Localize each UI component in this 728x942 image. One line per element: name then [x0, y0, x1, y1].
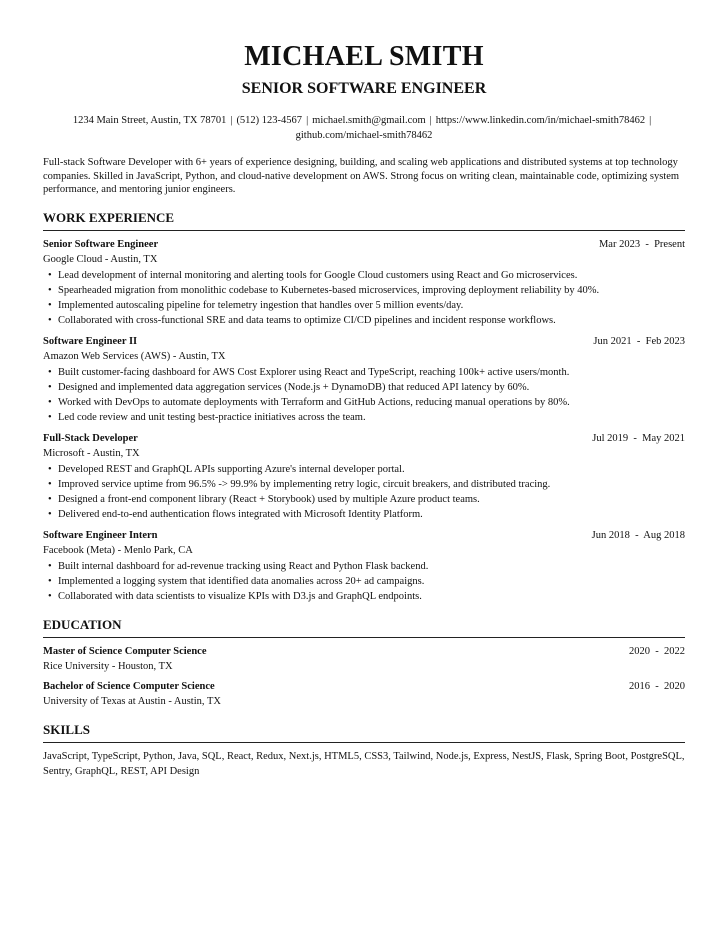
job-dates: Mar 2023 - Present — [598, 238, 685, 250]
degree-title: Master of Science Computer Science — [43, 645, 207, 657]
bullet-item: • Implemented autoscaling pipeline for telemetry ingestion that handles over 5 million events/day. — [43, 298, 685, 313]
contact-github[interactable]: github.com/michael-smith78462 — [295, 130, 433, 141]
job-bullets — [43, 268, 685, 328]
bullet-item: • Led code review and unit testing best-practice initiatives across the team. — [43, 410, 685, 425]
professional-summary: Full-stack Software Developer with 6+ years of experience designing, building, and scaling web applications and distributed systems at top technology companies. Skilled in JavaScript, Python, and cloud-native development on AWS. Strong focus on writing clean, maintainable code, optimizing system performance, and mentoring junior engineers. — [43, 157, 680, 195]
work-entry-header — [43, 334, 685, 349]
job-company: Microsoft - Austin, TX — [43, 447, 140, 459]
bullet-item: • Delivered end-to-end authentication flows integrated with Microsoft Identity Platform. — [43, 507, 685, 522]
education-entry-header — [43, 679, 685, 694]
work-entry — [43, 334, 685, 425]
education-section — [43, 617, 685, 709]
job-dates: Jun 2018 - Aug 2018 — [591, 529, 685, 541]
job-bullets — [43, 462, 685, 522]
bullet-item: • Worked with DevOps to automate deployments with Terraform and GitHub Actions, reducing manual operations by 80%. — [43, 395, 685, 410]
job-title: Full-Stack Developer — [43, 432, 138, 444]
work-entry-header — [43, 431, 685, 446]
work-entry — [43, 237, 685, 328]
school-name: Rice University - Houston, TX — [43, 660, 173, 672]
contact-separator: | — [429, 115, 432, 126]
section-title-work: WORK EXPERIENCE — [43, 210, 685, 231]
skills-list: JavaScript, TypeScript, Python, Java, SQL, React, Redux, Next.js, HTML5, CSS3, Tailwind, Node.js, Express, NestJS, Flask, Spring Boot, PostgreSQL, Sentry, GraphQL, REST, API Design — [43, 750, 685, 777]
degree-title: Bachelor of Science Computer Science — [43, 680, 215, 692]
bullet-item: • Built internal dashboard for ad-revenue tracking using React and Python Flask backend. — [43, 559, 685, 574]
section-title-skills: SKILLS — [43, 722, 685, 743]
bullet-item: • Implemented a logging system that identified data anomalies across 20+ ad campaigns. — [43, 574, 685, 589]
school-name: University of Texas at Austin - Austin, TX — [43, 695, 221, 707]
section-title-education: EDUCATION — [43, 617, 685, 638]
job-bullets — [43, 559, 685, 604]
bullet-item: • Lead development of internal monitoring and alerting tools for Google Cloud customers using React and Go microservices. — [43, 268, 685, 283]
work-entry-header — [43, 237, 685, 252]
job-title: Software Engineer Intern — [43, 529, 158, 541]
skills-section — [43, 722, 685, 779]
education-entry — [43, 679, 685, 709]
bullet-item: • Spearheaded migration from monolithic codebase to Kubernetes-based microservices, improving deployment reliability by 40%. — [43, 283, 685, 298]
bullet-item: • Designed and implemented data aggregation services (Node.js + DynamoDB) that reduced API latency by 60%. — [43, 380, 685, 395]
bullet-item: • Built customer-facing dashboard for AWS Cost Explorer using React and TypeScript, reaching 100k+ active users/month. — [43, 365, 685, 380]
contact-separator: | — [649, 115, 652, 126]
job-title: Senior Software Engineer — [43, 238, 159, 250]
job-title: Software Engineer II — [43, 335, 138, 347]
contact-address: 1234 Main Street, Austin, TX 78701 — [72, 115, 227, 126]
candidate-name: MICHAEL SMITH — [244, 41, 484, 72]
bullet-item: • Collaborated with cross-functional SRE and data teams to optimize CI/CD pipelines and incident response workflows. — [43, 313, 685, 328]
bullet-item: • Collaborated with data scientists to visualize KPIs with D3.js and GraphQL endpoints. — [43, 589, 685, 604]
job-company: Amazon Web Services (AWS) - Austin, TX — [43, 350, 226, 362]
contact-linkedin[interactable]: https://www.linkedin.com/in/michael-smith78462 — [435, 115, 646, 126]
education-entry-header — [43, 644, 685, 659]
contact-line — [43, 113, 685, 143]
degree-dates: 2020 - 2022 — [629, 645, 685, 657]
bullet-item: • Improved service uptime from 96.5% -> 99.9% by implementing retry logic, circuit breakers, and distributed tracing. — [43, 477, 685, 492]
contact-phone: (512) 123-4567 — [236, 115, 303, 126]
work-experience-section — [43, 210, 685, 604]
job-company: Facebook (Meta) - Menlo Park, CA — [43, 544, 193, 556]
contact-email[interactable]: michael.smith@gmail.com — [312, 115, 426, 126]
candidate-headline: SENIOR SOFTWARE ENGINEER — [241, 80, 487, 97]
job-dates: Jun 2021 - Feb 2023 — [593, 335, 685, 347]
education-entry — [43, 644, 685, 674]
job-bullets — [43, 365, 685, 425]
degree-dates: 2016 - 2020 — [629, 680, 685, 692]
job-company: Google Cloud - Austin, TX — [43, 253, 158, 265]
work-entry — [43, 431, 685, 522]
bullet-item: • Designed a front-end component library (React + Storybook) used by multiple Azure product teams. — [43, 492, 685, 507]
job-dates: Jul 2019 - May 2021 — [592, 432, 685, 444]
work-entry — [43, 528, 685, 604]
work-entry-header — [43, 528, 685, 543]
contact-separator: | — [230, 115, 233, 126]
contact-separator: | — [306, 115, 309, 126]
bullet-item: • Developed REST and GraphQL APIs supporting Azure's internal developer portal. — [43, 462, 685, 477]
